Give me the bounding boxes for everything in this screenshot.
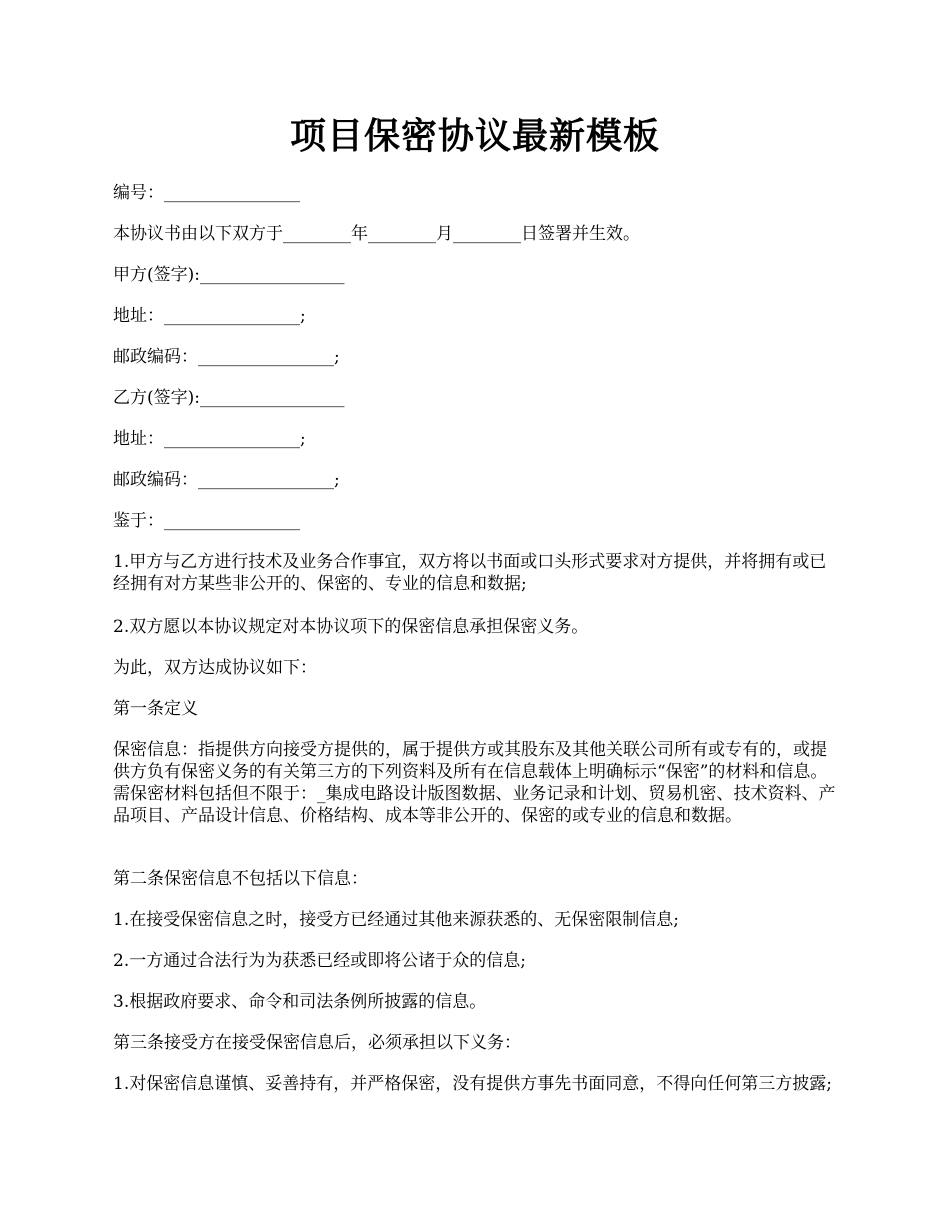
agreement-intro: 为此，双方达成协议如下： bbox=[113, 658, 317, 678]
article-3-heading: 第三条接受方在接受保密信息后，必须承担以下义务： bbox=[113, 1033, 521, 1053]
recital-paragraph-2: 2.双方愿以本协议规定对本协议项下的保密信息承担保密义务。 bbox=[113, 617, 589, 637]
party-b-postcode-line: 邮政编码：________________; bbox=[113, 470, 340, 490]
party-b-signature-line: 乙方(签字):_________________ bbox=[113, 388, 345, 408]
party-a-signature-line: 甲方(签字):_________________ bbox=[113, 265, 345, 285]
whereas-line: 鉴于：________________ bbox=[113, 511, 300, 531]
exclusion-item-1: 1.在接受保密信息之时，接受方已经通过其他来源获悉的、无保密限制信息; bbox=[113, 910, 679, 930]
signing-date-line: 本协议书由以下双方于________年________月________日签署并生效。 bbox=[113, 224, 640, 244]
party-a-address-line: 地址：________________; bbox=[113, 306, 306, 326]
exclusion-item-2: 2.一方通过合法行为为获悉已经或即将公诸于众的信息; bbox=[113, 951, 526, 971]
serial-number-line: 编号：________________ bbox=[113, 183, 300, 203]
article-2-heading: 第二条保密信息不包括以下信息： bbox=[113, 869, 368, 889]
party-b-address-line: 地址：________________; bbox=[113, 429, 306, 449]
document-title: 项目保密协议最新模板 bbox=[289, 115, 660, 157]
exclusion-item-3: 3.根据政府要求、命令和司法条例所披露的信息。 bbox=[113, 992, 487, 1012]
article-1-heading: 第一条定义 bbox=[113, 699, 198, 719]
obligation-item-1: 1.对保密信息谨慎、妥善持有，并严格保密，没有提供方事先书面同意，不得向任何第三方披露; bbox=[113, 1074, 832, 1094]
confidential-info-definition: 保密信息：指提供方向接受方提供的，属于提供方或其股东及其他关联公司所有或专有的，或提供方负有保密义务的有关第三方的下列资料及所有在信息载体上明确标示“保密”的材料和信息。需保密材料包括但不限于：_集成电路设计版图数据、业务记录和计划、贸易机密、技术资料、产品项目、产品设计信息、价格结构、成本等非公开的、保密的或专业的信息和数据。 bbox=[113, 740, 836, 826]
recital-paragraph-1: 1.甲方与乙方进行技术及业务合作事宜，双方将以书面或口头形式要求对方提供，并将拥有或已经拥有对方某些非公开的、保密的、专业的信息和数据; bbox=[113, 552, 827, 594]
party-a-postcode-line: 邮政编码：________________; bbox=[113, 347, 340, 367]
